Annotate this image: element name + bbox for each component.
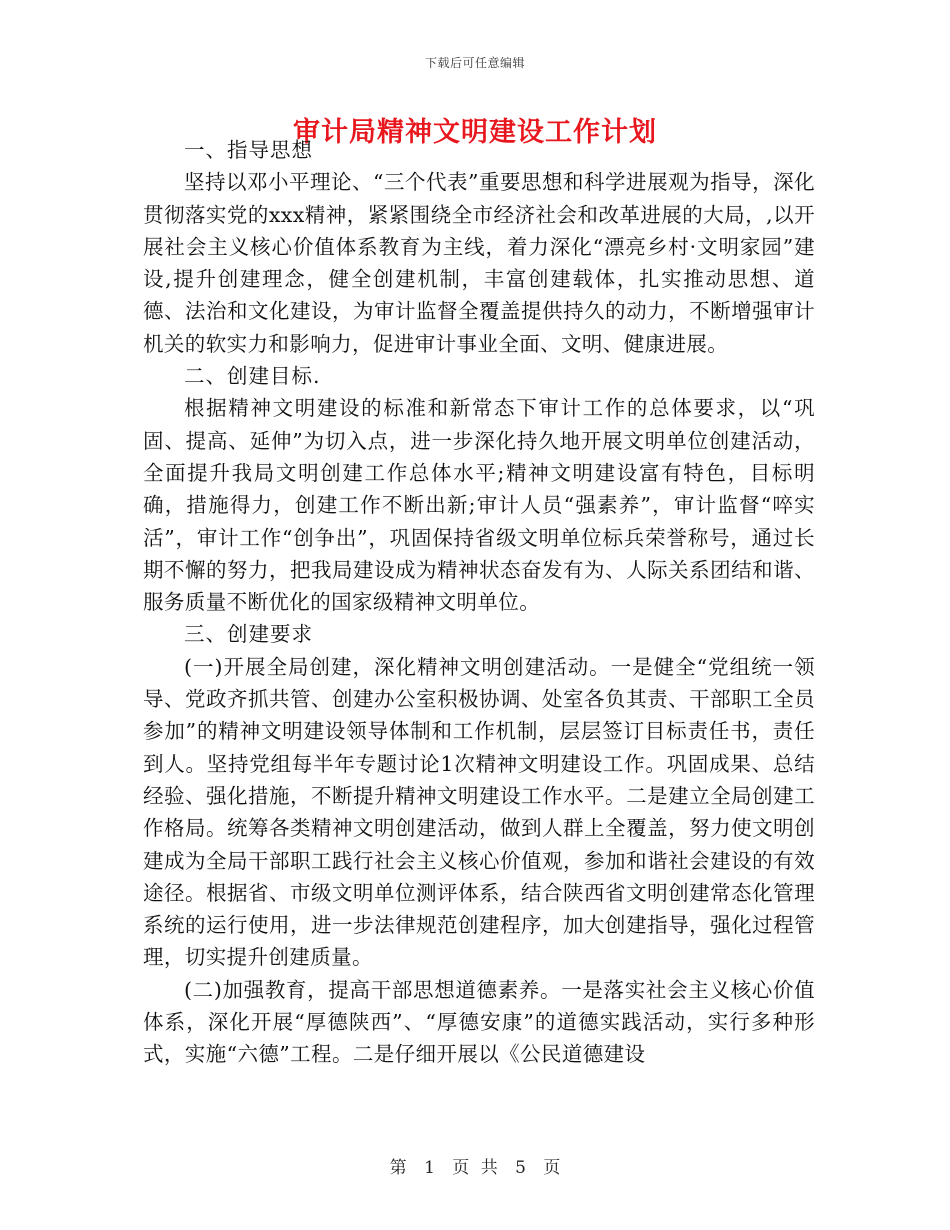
footer-mid: 页 共 <box>452 1158 498 1178</box>
document-body <box>143 134 815 1071</box>
current-page-number: 1 <box>424 1158 435 1178</box>
paragraph: (一)开展全局创建，深化精神文明创建活动。一是健全“党组统一领导、党政齐抓共管、创建办公室积极协调、处室各负其责、干部职工全员参加”的精神文明建设领导体制和工作机制，层层签订目标责任书，责任到人。坚持党组每半年专题讨论1次精神文明建设工作。巩固成果、总结经验、强化措施，不断提升精神文明建设工作水平。二是建立全局创建工作格局。统筹各类精神文明创建活动，做到人群上全覆盖，努力使文明创建成为全局干部职工践行社会主义核心价值观，参加和谐社会建设的有效途径。根据省、市级文明单位测评体系，结合陕西省文明创建常态化管理系统的运行使用，进一步法律规范创建程序，加大创建指导，强化过程管理，切实提升创建质量。 <box>143 654 815 970</box>
footer-prefix: 第 <box>389 1158 407 1178</box>
total-pages-number: 5 <box>515 1158 526 1178</box>
section-heading: 一、指导思想 <box>184 138 313 162</box>
header-note: 下载后可任意编辑 <box>424 56 525 70</box>
page-footer <box>0 1153 950 1178</box>
document-title: 审计局精神文明建设工作计划 <box>293 117 657 148</box>
section-heading: 二、创建目标. <box>184 364 321 389</box>
paragraph: 根据精神文明建设的标准和新常态下审计工作的总体要求，以“巩固、提高、延伸”为切入点，进一步深化持久地开展文明单位创建活动，全面提升我局文明创建工作总体水平;精神文明建设富有特色，目标明确，措施得力，创建工作不断出新;审计人员“强素养”，审计监督“啐实活”，审计工作“创争出”，巩固保持省级文明单位标兵荣誉称号，通过长期不懈的努力，把我局建设成为精神状态奋发有为、人际关系团结和谐、服务质量不断优化的国家级精神文明单位。 <box>143 396 815 615</box>
paragraph: 坚持以邓小平理论、“三个代表”重要思想和科学进展观为指导，深化贯彻落实党的xxx精神，紧紧围绕全市经济社会和改革进展的大局，,以开展社会主义核心价值体系教育为主线，着力深化“漂亮乡村·文明家园”建设,提升创建理念，健全创建机制，丰富创建载体，扎实推动思想、道德、法治和文化建设，为审计监督全覆盖提供持久的动力，不断增强审计机关的软实力和影响力，促进审计事业全面、文明、健康进展。 <box>143 170 815 356</box>
footer-suffix: 页 <box>543 1158 561 1178</box>
section-heading: 三、创建要求 <box>184 622 313 647</box>
paragraph: (二)加强教育，提高干部思想道德素养。一是落实社会主义核心价值体系，深化开展“厚德陕西”、“厚德安康”的道德实践活动，实行多种形式，实施“六德”工程。二是仔细开展以《公民道德建设 <box>143 977 815 1067</box>
